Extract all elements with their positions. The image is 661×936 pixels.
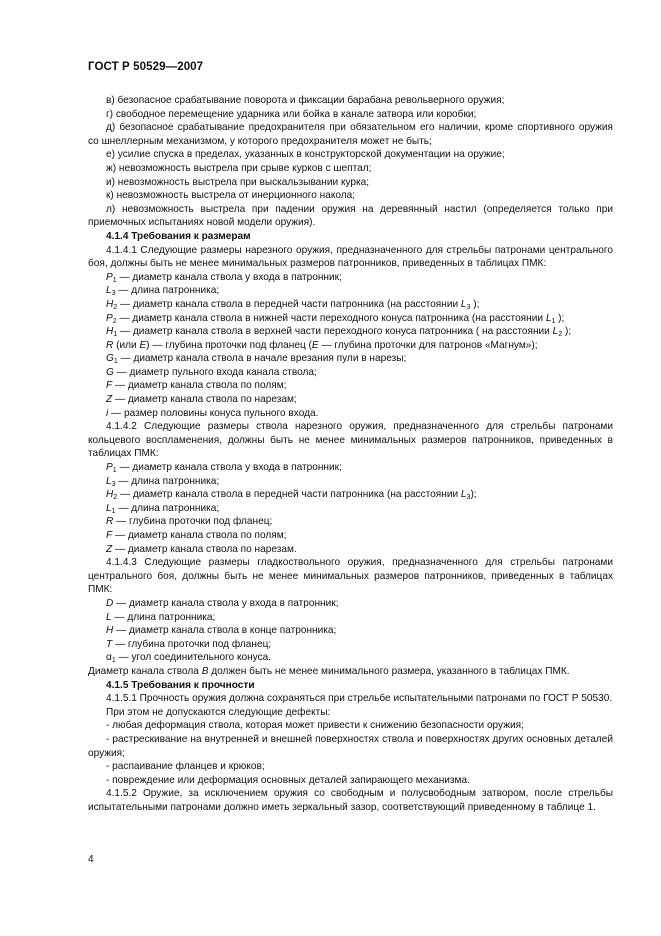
list-item-i: и) невозможность выстрела при выскальзывании курка; <box>106 176 370 188</box>
dimension-item: F — диаметр канала ствола по полям; <box>106 530 287 541</box>
dimension-item: $P_1$ — диаметр канала ствола у входа в патронник; <box>106 271 342 284</box>
dimension-item: F — диаметр канала ствола по полям; <box>106 380 287 392</box>
paragraph-4-1-5-1: 4.1.5.1 Прочность оружия должна сохраняться при стрельбе испытательными патронами по ГОСТ Р 50530. <box>106 693 613 705</box>
paragraph-4-1-4-3: 4.1.4.3 Следующие размеры гладкоствольного оружия, предназначенного для стрельбы патронами центрального боя, должны быть не менее минимальных размеров патронников, приведенных в таблицах ПМК: <box>88 557 613 596</box>
page-number: 4 <box>88 854 94 865</box>
defect-item: - растрескивание на внутренней и внешней поверхностях ствола и поверхностях других основных деталей оружия; <box>88 733 613 759</box>
document-header: ГОСТ Р 50529—2007 <box>88 61 204 73</box>
dimension-item: $L_3$ — длина патронника; <box>106 285 220 298</box>
section-heading-4-1-4: 4.1.4 Требования к размерам <box>106 230 251 242</box>
paragraph-defects-intro: При этом не допускаются следующие дефекты: <box>106 706 331 718</box>
list-item-e: е) усилие спуска в пределах, указанных в конструкторской документации на оружие; <box>106 149 505 161</box>
dimension-item: i — размер половины конуса пульного входа. <box>106 407 319 419</box>
list-item-d: д) безопасное срабатывание предохранителя при обязательном его наличии, кроме спортивного оружия со шнеллерным механизмом, у которого предохранителя может не быть; <box>88 122 613 147</box>
dimension-item: $L_3$ — длина патронника; <box>106 475 220 488</box>
dimension-item: $H_1$ — диаметр канала ствола в верхней части переходного конуса патронника ( на расстоянии $L_2$ ); <box>106 326 572 339</box>
paragraph-4-1-4-2: 4.1.4.2 Следующие размеры ствола нарезного оружия, предназначенного для стрельбы патронами кольцевого воспламенения, должны быть не менее минимальных размеров патронников, приведенных в таблицах ПМК: <box>88 421 613 460</box>
defect-item: - повреждение или деформация основных деталей запирающего механизма. <box>106 774 470 786</box>
dimension-item: $G_1$ — диаметр канала ствола в начале врезания пули в нарезы; <box>106 353 407 366</box>
dimension-item: G — диаметр пульного входа канала ствола; <box>106 366 317 378</box>
paragraph-4-1-4-1: 4.1.4.1 Следующие размеры нарезного оружия, предназначенного для стрельбы патронами центрального боя, должны быть не менее минимальных размеров патронников, приведенных в таблицах ПМК: <box>88 244 613 270</box>
dimension-item: T — глубина проточки под фланец; <box>106 638 272 650</box>
dimension-item: L — длина патронника; <box>106 611 216 623</box>
dimension-item: $H_2$ — диаметр канала ствола в передней части патронника (на расстоянии $L_3$); <box>106 489 477 502</box>
defect-item: - любая деформация ствола, которая может привести к снижению безопасности оружия; <box>106 720 524 732</box>
dimension-item: $L_1$ — длина патронника; <box>106 502 220 515</box>
dimension-item: Z — диаметр канала ствола по нарезам. <box>106 543 297 555</box>
list-item-zh: ж) невозможность выстрела при срыве курков с шептал; <box>106 162 372 174</box>
dimension-item: $\alpha_1$ — угол соединительного конуса. <box>106 652 272 665</box>
dimension-item: $P_1$ — диаметр канала ствола у входа в патронник; <box>106 462 342 475</box>
list-item-g: г) свободное перемещение ударника или бойка в канале затвора или коробки; <box>106 108 477 120</box>
list-item-l: л) невозможность выстрела при падении оружия на деревянный настил (определяется только при приемочных испытаниях новой модели оружия). <box>88 203 613 229</box>
dimension-item: Z — диаметр канала ствола по нарезам; <box>106 394 297 406</box>
paragraph-diameter-b: Диаметр канала ствола B должен быть не менее минимального размера, указанного в таблицах ПМК. <box>88 665 570 677</box>
dimension-item: R — глубина проточки под фланец; <box>106 516 273 528</box>
dimension-item: H — диаметр канала ствола в конце патронника; <box>106 625 337 637</box>
section-heading-4-1-5: 4.1.5 Требования к прочности <box>106 679 255 691</box>
dimension-item: R (или E) — глубина проточки под фланец (E — глубина проточки для патронов «Магнум»); <box>106 339 538 351</box>
paragraph-4-1-5-2: 4.1.5.2 Оружие, за исключением оружия со свободным и полусвободным затвором, после стрельбы испытательными патронами должно иметь зеркальный зазор, соответствующий приведенному в таблице 1. <box>88 788 613 813</box>
page-content <box>88 94 613 814</box>
defect-item: - распаивание фланцев и крюков; <box>106 761 265 773</box>
dimension-item: D — диаметр канала ствола у входа в патронник; <box>106 597 339 609</box>
list-item-k: к) невозможность выстрела от инерционного накола; <box>106 190 356 202</box>
dimension-item: $H_2$ — диаметр канала ствола в передней части патронника (на расстоянии $L_3$ ); <box>106 298 480 311</box>
dimension-item: $P_2$ — диаметр канала ствола в нижней части переходного конуса патронника (на расстоянии $L_1$ ); <box>106 312 565 325</box>
list-item-v: в) безопасное срабатывание поворота и фиксации барабана револьверного оружия; <box>106 95 505 106</box>
